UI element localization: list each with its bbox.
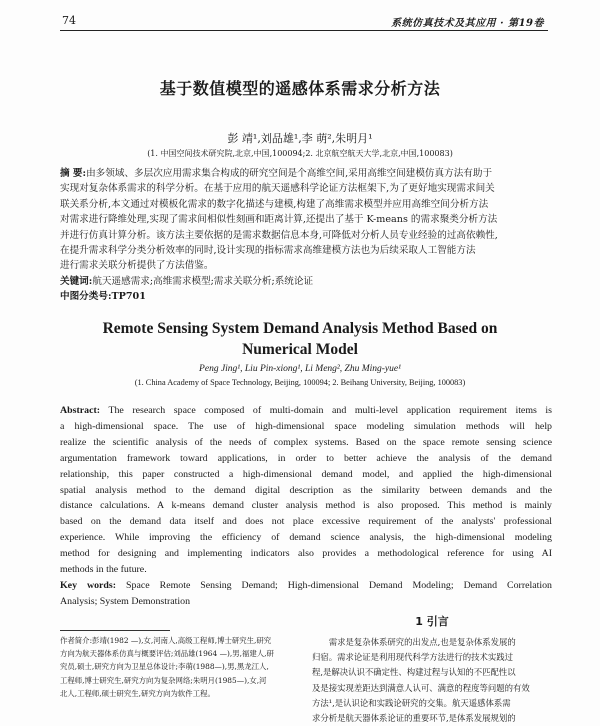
- english-abstract-label: Abstract:: [60, 405, 101, 416]
- chinese-authors: 彭 靖¹,刘品雄¹,李 萌²,朱明月¹: [227, 132, 373, 145]
- section-line: 求分析是航天器体系论证的重要环节,是体系发展规划的: [312, 713, 516, 724]
- english-abstract-line: a high-dimensional space. The use of high-dimensional space modeling simulation methods will help: [60, 420, 552, 432]
- section-line: 及是接实现差距达到满意人认可、满意的程度等问题的有效: [312, 682, 530, 693]
- english-keywords: Key words: Space Remote Sensing Demand; High-dimensional Demand Modeling; Demand Correlation: [60, 579, 552, 591]
- english-affiliation: (1. China Academy of Space Technology, Beijing, 100094; 2. Beihang University, Beijing, 100083): [134, 378, 466, 387]
- footnote-line: 北人,工程师,硕士研究生,研究方向为软件工程。: [60, 688, 215, 698]
- english-abstract-line: experience. While improving the efficiency of demand science analysis, the high-dimensional modeling: [60, 532, 552, 544]
- chinese-abstract-line: 联关系分析,本文通过对模板化需求的数字化描述与建模,构建了高维需求模型并应用高维空间分析方法: [60, 198, 489, 210]
- section-line: 程,是解决认识不确定性、构建过程与认知的不匹配性以: [312, 667, 516, 678]
- chinese-clc-label: 中图分类号:: [60, 291, 112, 303]
- english-abstract-line: methods in the future.: [60, 564, 147, 576]
- footnote-rule: [60, 630, 170, 631]
- chinese-keywords: 关键词:航天遥感需求;高维需求模型;需求关联分析;系统论证: [60, 275, 314, 287]
- page-number: 74: [62, 14, 76, 27]
- english-authors: Peng Jing¹, Liu Pin-xiong¹, Li Meng², Zhu Ming-yue¹: [199, 364, 401, 374]
- chinese-abstract-line: 实现对复杂体系需求的科学分析。在基于应用的航天遥感科学论证方法框架下,为了更好地实现需求间关: [60, 183, 495, 195]
- section-line: 方法¹,是认识论和实践论研究的交集。航天遥感体系需: [312, 697, 511, 708]
- english-abstract-line: based on the demand data itself and does not place excessive requirement of the analysts' professional: [60, 516, 552, 528]
- header-rule: [60, 30, 548, 31]
- chinese-abstract-line: 摘 要:由多领域、多层次应用需求集合构成的研究空间是个高维空间,采用高维空间建模仿真方法有助于: [60, 168, 493, 179]
- chinese-abstract-line: 在提升需求科学分类分析效率的同时,设计实现的指标需求高维建模方法也为后续采取人工智能方法: [60, 245, 476, 257]
- chinese-title: 基于数值模型的遥感体系需求分析方法: [159, 79, 441, 98]
- chinese-abstract: [60, 166, 550, 305]
- chinese-clc: 中图分类号:TP701: [60, 291, 146, 303]
- chinese-abstract-line: 进行需求关联分析提供了方法借鉴。: [60, 260, 214, 272]
- footnote-line: 作者简介:彭靖(1982 —),女,河南人,高级工程师,博士研究生,研究: [60, 636, 272, 645]
- english-keywords-line: Analysis; System Demonstration: [60, 595, 191, 607]
- english-abstract: [60, 403, 552, 610]
- footnote-line: 究员,硕士,研究方向为卫星总体设计;李萌(1988—),男,黑龙江人,: [60, 662, 269, 672]
- chinese-abstract-label: 摘 要:: [60, 168, 87, 179]
- chinese-abstract-line: 并进行仿真计算分析。该方法主要依据的是需求数据信息本身,可降低对分析人员专业经验的过高依赖性,: [60, 229, 498, 241]
- author-footnote: [60, 630, 300, 700]
- section-heading: 1 引言: [415, 615, 449, 628]
- english-abstract-line: Abstract: The research space composed of multi-domain and multi-level application requirement items is: [60, 405, 552, 416]
- section-line: 需求是复杂体系研究的出发点,也是复杂体系发展的: [328, 637, 516, 647]
- chinese-keywords-label: 关键词:: [60, 275, 93, 287]
- journal-header: 系统仿真技术及其应用 · 第19卷: [391, 18, 544, 29]
- english-abstract-line: argumentation framework toward applications, in order to better achieve the analysis of the demand: [60, 452, 552, 464]
- footnote-line: 工程师,博士研究生,研究方向为复杂网络;朱明月(1985—),女,河: [60, 675, 267, 685]
- english-abstract-line: realize the scientific analysis of the needs of complex systems. Based on the space remote sensing science: [60, 436, 552, 448]
- english-title: Remote Sensing System Demand Analysis Method Based on Numerical Model: [102, 320, 498, 358]
- footnote-line: 方向为航天器体系仿真与概要评估;刘品雄(1964 —),男,福建人,研: [60, 649, 274, 659]
- english-abstract-line: relationship, this paper constructed a high-dimensional demand model, and applied the high-dimensional: [60, 468, 552, 480]
- english-abstract-line: spatial analysis method to the demand digital description as the similarity between demands and the: [60, 484, 552, 496]
- chinese-abstract-line: 对需求进行降维处理,实现了需求间相似性刻画和距离计算,还提出了基于 K-means 的需求聚类分析方法: [60, 214, 498, 226]
- english-abstract-line: method for designing and implementing indicators also provides a methodological reference for using AI: [60, 548, 552, 560]
- chinese-affiliation: (1. 中国空间技术研究院,北京,中国,100094;2. 北京航空航天大学,北京,中国,100083): [147, 149, 453, 158]
- section-line: 归宿。需求论证是利用现代科学方法进行的技术实践过: [312, 652, 513, 663]
- english-abstract-line: distance calculations. A k-means demand cluster analysis method is also proposed. This method is mainly: [60, 500, 552, 512]
- introduction-section: [312, 613, 552, 726]
- english-keywords-label: Key words:: [60, 579, 117, 591]
